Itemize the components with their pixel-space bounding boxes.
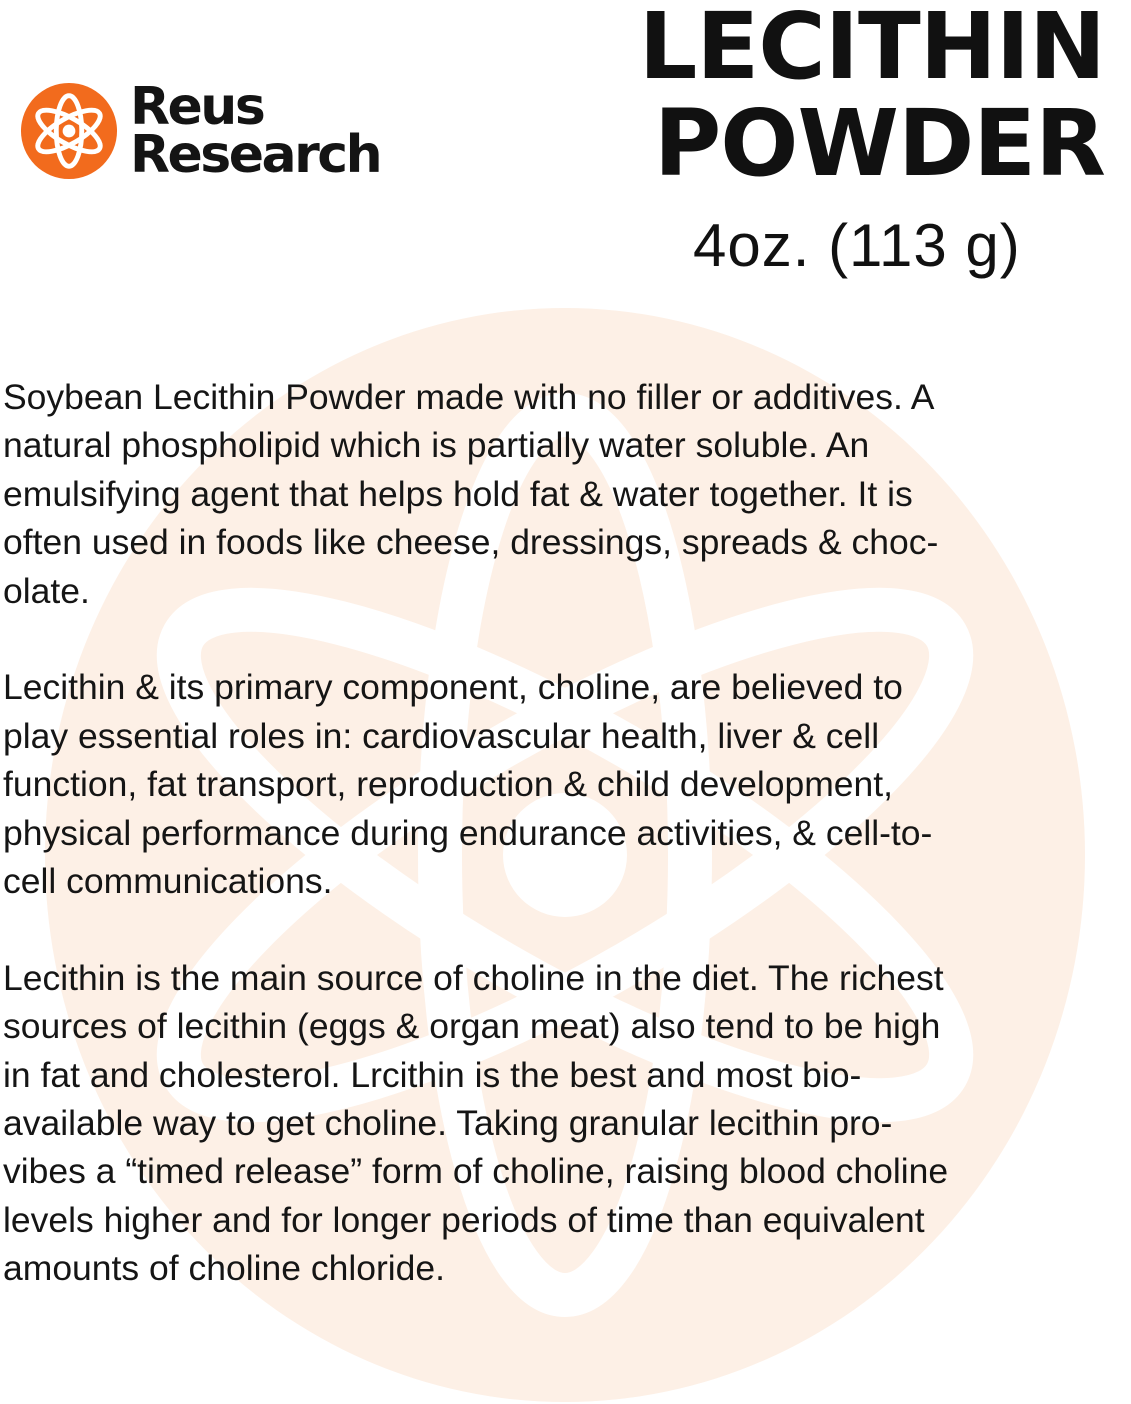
text-line: levels higher and for longer periods of time than equivalent [3,1199,925,1240]
description-paragraph [3,954,1128,1293]
text-line: sources of lecithin (eggs & organ meat) also tend to be high [3,1006,941,1047]
text-line: function, fat transport, reproduction & child development, [3,764,893,805]
text-line: cell communications. [3,861,333,902]
text-line: Lecithin & its primary component, choline, are believed to [3,667,903,708]
product-title [638,0,1105,197]
net-weight: 4oz. (113 g) [693,212,1021,279]
brand-name-line1: Reus [130,77,264,137]
product-title-line1: LECITHIN [638,0,1105,100]
text-line: often used in foods like cheese, dressings, spreads & choc- [3,522,939,563]
text-line: in fat and cholesterol. Lrcithin is the best and most bio- [3,1054,862,1095]
description-paragraph [3,663,1128,905]
brand-name [130,77,381,185]
brand-name-line2: Research [130,125,381,185]
text-line: natural phospholipid which is partially water soluble. An [3,425,870,466]
text-line: vibes a “timed release” form of choline, raising blood choline [3,1151,949,1192]
text-line: play essential roles in: cardiovascular health, liver & cell [3,715,880,756]
text-line: Soybean Lecithin Powder made with no filler or additives. A [3,377,935,417]
description-paragraph [3,373,1128,615]
text-line: emulsifying agent that helps hold fat & water together. It is [3,473,913,514]
text-line: physical performance during endurance activities, & cell-to- [3,812,933,853]
text-line: olate. [3,570,90,611]
product-description [3,373,1128,1341]
text-line: amounts of choline chloride. [3,1248,446,1289]
text-line: Lecithin is the main source of choline in the diet. The richest [3,957,944,998]
atom-icon [20,82,118,180]
product-title-line2: POWDER [653,90,1105,197]
brand-logo [20,77,381,185]
text-line: available way to get choline. Taking granular lecithin pro- [3,1103,893,1144]
